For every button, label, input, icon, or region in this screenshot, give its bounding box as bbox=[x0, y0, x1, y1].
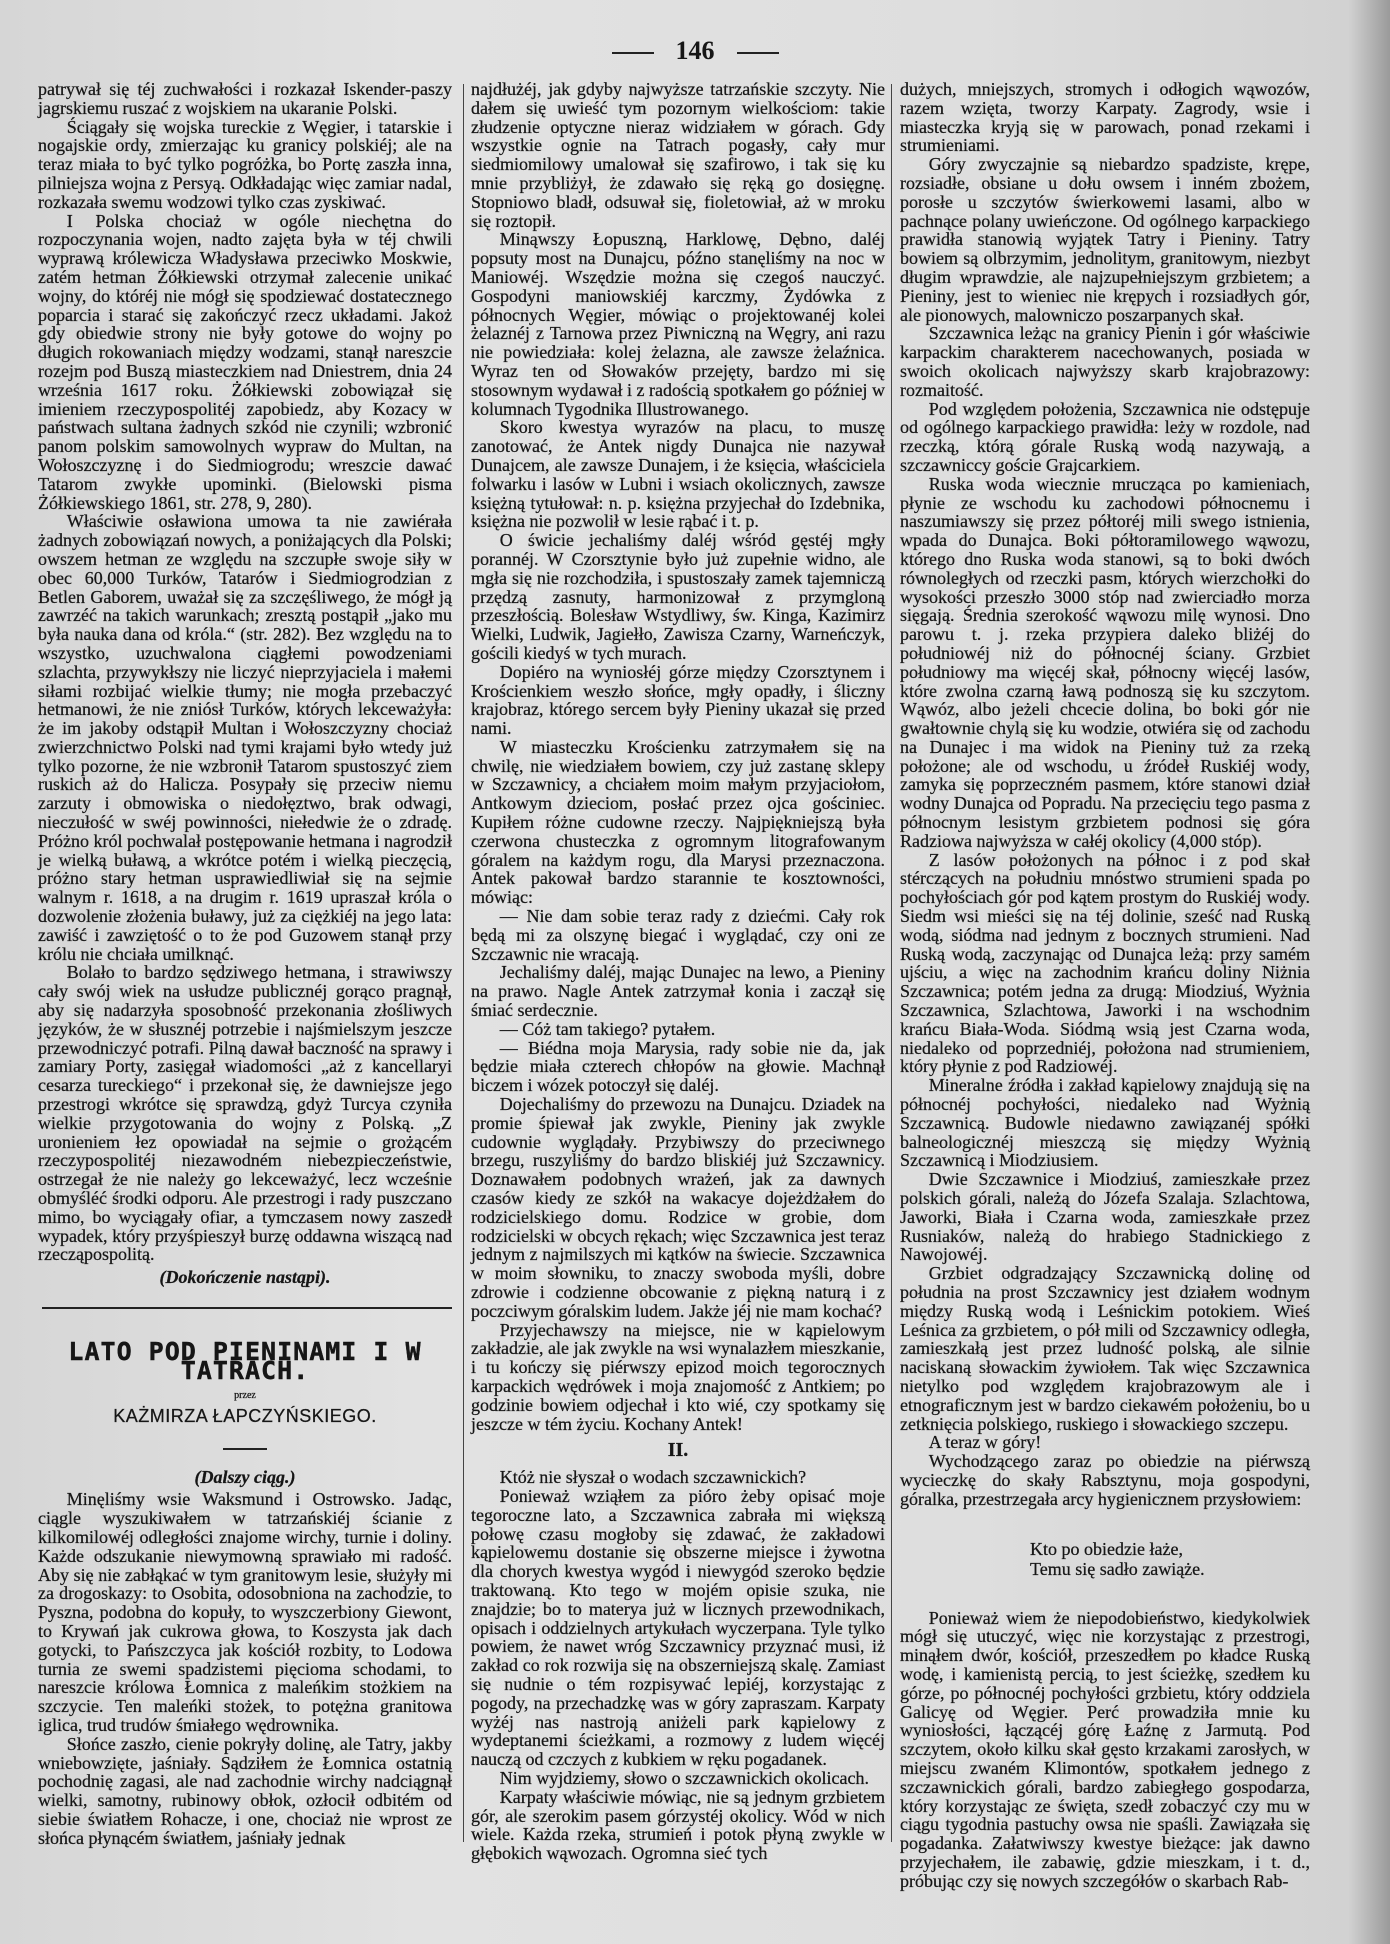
paragraph: — Nie dam sobie teraz rady z dziećmi. Cały rok będą mi za olszynę biegać i wyglądać, czy oni ze Szczawnic nie wracają. bbox=[471, 906, 885, 964]
page-number-dash-left bbox=[612, 52, 654, 54]
paragraph: I Polska chociaż w ogóle niechętna do rozpoczynania wojen, nadto zajęta była w téj chwili wyprawą królewicza Władysława przeciwko Moskwie, zatém hetman Żółkiewski otrzymał zalecenie unikać wojny, do któréj nie mógł się spodziewać dostatecznego poparcia i starać się zakończyć rzecz układami. Jakoż gdy obiedwie strony nie były gotowe do wojny po długich rokowaniach między wodzami, stanął nareszcie rozejm pod Buszą miasteczkiem nad Dniestrem, dnia 24 września 1617 roku. Żółkiewski zobowiązał się imieniem rzeczypospolitéj zapobiedz, aby Kozacy w państwach sultana żadnych szkód nie czynili; wzbronić panom polskim samowolnych wypraw do Multan, na Wołoszczyznę i do Siedmiogrodu; wreszcie dawać Tatarom zwykłe upominki. (Bielowski pisma Żółkiewskiego 1861, str. 278, 9, 280). bbox=[38, 210, 452, 513]
paragraph: Bolało to bardzo sędziwego hetmana, i strawiwszy cały swój wiek na usłudze publicznéj gorąco pragnął, aby się nadarzyła sposobność przekonania złośliwych języków, że w słusznéj potrzebie i najśmielszym jeszcze przewodniczyć potrafi. Pilną dawał baczność na sprawy i zamiary Porty, zasięgał wiadomości „aż z kancellaryi cesarza tureckiego“ i przekonał się, że dawniejsze jego przestrogi wkrótce się sprawdzą, gdyż Turcya czyniła wielkie przygotowania do wojny z Polską. „Z uronieniem łez opowiadał na sejmie o grożącém rzeczypospolitéj niezawodném niebezpieczeństwie, ostrzegał że nie należy go lekceważyć, lecz wcześnie obmyśléć środki odporu. Ale przestrogi i rady puszczano mimo, bo wyciągały ofiar, a tymczasem nowy zaszedł wypadek, który przyśpieszył burzę oddawna wiszącą nad rzecząpospolitą. bbox=[38, 962, 452, 1265]
paragraph: O świcie jechaliśmy daléj wśród gęstéj mgły porannéj. W Czorsztynie było już zupełnie widno, ale mgła się nie rozchodziła, i spustoszały zamek tajemniczą przędzą zasnuty, harmonizował z przymgloną przeszłością. Bolesław Wstydliwy, św. Kinga, Kazimirz Wielki, Ludwik, Jagiełło, Zawisza Czarny, Warneńczyk, gościli kiedyś w tych murach. bbox=[471, 530, 885, 663]
page-number bbox=[0, 36, 1390, 66]
paragraph: Dopiéro na wyniosłéj górze między Czorsztynem i Krościenkiem weszło słońce, mgły opadły, i śliczny krajobraz, którego sercem były Pieniny ukazał się przed nami. bbox=[471, 661, 885, 739]
paragraph: Z lasów położonych na północ i z pod skał stérczących na południu mnóstwo strumieni spada po pochyłościach gór pod kątem prostym do Ruskiéj wody. Siedm wsi mieści się na téj dolinie, sześć nad Ruską wodą, siódma nad jednym z bocznych strumieni. Nad Ruską wodą, zaczynając od Dunajca leżą: przy samém ujściu, a więc na zachodnim krańcu doliny Niżnia Szczawnica; potém jedna za drugą: Miodziuś, Wyżnia Szczawnica, Szlachtowa, Jaworki i na wschodnim krańcu Biała-Woda. Siódmą wsią jest Czarna woda, niedaleko od poprzedniéj, położona nad strumieniem, który płynie z pod Radziowéj. bbox=[900, 849, 1310, 1077]
article-byline-prefix: przez bbox=[234, 1389, 256, 1401]
paragraph: Dojechaliśmy do przewozu na Dunajcu. Dziadek na promie śpiewał jak zwykle, Pieniny jak zwykle cudownie wyglądały. Przybiwszy do przeciwnego brzegu, ruszyliśmy do bardzo bliskiéj już Szczawnicy. Doznawałem podobnych wrażeń, jak za dawnych czasów kiedy ze szkół na wakacye dojeżdżałem do rodzicielskiego domu. Rodzice w grobie, dom rodzicielski w obcych rękach; więc Szczawnica jest teraz jednym z najmilszych mi kątków na świecie. Szczawnica w moim słowniku, to znaczy swoboda myśli, dobre zdrowie i codzienne obcowanie z piękną naturą i z poczciwym góralskim ludem. Jakże jéj nie mam kochać? bbox=[471, 1094, 885, 1321]
paragraph: Przyjechawszy na miejsce, nie w kąpielowym zakładzie, ale jak zwykle na wsi wynalazłem mieszkanie, i tu kończy się piérwszy epizod moich tegorocznych karpackich wędrówek i moja znajomość z Antkiem; po godzinie bowiem odjechał i kto wié, czy spotkamy się jeszcze w tém życiu. Kochany Antek! bbox=[471, 1319, 885, 1434]
paragraph: Nim wyjdziemy, słowo o szczawnickich okolicach. bbox=[499, 1767, 870, 1788]
column-divider bbox=[463, 84, 464, 1842]
paragraph: Minęliśmy wsie Waksmund i Ostrowsko. Jadąc, ciągle wyszukiwałem w tatrzańskiéj ścianie z kilkomilowéj odległości znajome wirchy, turnie i doliny. Każde odszukanie niewymowną sprawiało mi radość. Aby się nie zabłąkać w tym granitowym lesie, służyły mi za drogoskazy: to Osobita, odosobniona na zachodzie, to Pyszna, podobna do kopuły, to wyszczerbiony Giewont, to Krywań jak cukrowa głowa, to Koszysta jak dach gotycki, to Pańszczyca jak kościół rozbity, to Lodowa turnia ze swemi spadzistemi pięcioma schodami, to nareszcie królowa Łomnica z maleńkim stożkiem na szczycie. Ten maleńki stożek, to potężna granitowa iglica, trud trudów śmiałego wędrownika. bbox=[38, 1489, 452, 1736]
paragraph: Góry zwyczajnie są niebardzo spadziste, krępe, rozsiadłe, obsiane u dołu owsem i inném zbożem, porosłe u szczytów świerkowemi lasami, albo w pachnące polany uwieńczone. Od ogólnego karpackiego prawidła stanowią wyjątek Tatry i Pieniny. Tatry bowiem są olbrzymim, jednolitym, granitowym, niezbyt długim wprawdzie, ale najzupełniejszym grzbietem; a Pieniny, jest to wieniec nie krępych i rozsiadłych gór, ale pionowych, malowniczo poszarpanych skał. bbox=[900, 154, 1310, 325]
paragraph: Właściwie osławiona umowa ta nie zawiérała żadnych zobowiązań nowych, a poniżających dla Polski; owszem hetman ze względu na szczupłe swoje siły w obec 60,000 Turków, Tatarów i Siedmiogrodzian z Betlen Gaborem, uważał się za szczęśliwego, że mógł ją zawrzéć na takich warunkach; zresztą postąpił „jako mu była nauka dana od króla.“ (str. 282). Bez względu na to wszystko, uzuchwalona ciągłemi powodzeniami szlachta, przywykłszy nie liczyć nieprzyjaciela i małemi siłami rozbijać wielkie tłumy; nie mogła przebaczyć hetmanowi, że nie zniósł Turków, których lekceważyła: że im jakoby odstąpił Multan i Wołoszczyzny chociaż zwierzchnictwo Polski nad tymi krajami było wtedy już tylko pozorne, że nie wzbronił Tatarom spustoszyć ziem ruskich aż do Halicza. Posypały się przeciw niemu zarzuty i obmowiska o niedołęztwo, brak odwagi, nieczułość w swéj powinności, niełedwie że o zdradę. Próżno król pochwalał postępowanie hetmana i nagrodził je wielką buławą, a wkrótce potém i wielką pieczęcią, próżno stary hetman usprawiedliwiał się na sejmie walnym r. 1618, a na drugim r. 1619 upraszał króla o dozwolenie złożenia buławy, już za ciężkiéj na jego lata: zawiść i zawziętość o to że pod Guzowem stanął przy królu nie chciała umilknąć. bbox=[38, 511, 452, 964]
article-1-text bbox=[38, 80, 452, 1264]
paragraph: Skoro kwestya wyrazów na placu, to muszę zanotować, że Antek nigdy Dunajca nie nazywał Dunajcem, ale zawsze Dunajem, i że księcia, właściciela folwarku i lasów w Lubni i wsiach okolicznych, zawsze księżną tytułował: n. p. księżna przyjechał do Izdebnika, księżna nie pozwolił w lesie rąbać i t. p. bbox=[471, 417, 885, 532]
paragraph: A teraz w góry! bbox=[928, 1432, 1042, 1453]
proverb-line: Kto po obiedzie łaże, bbox=[1030, 1538, 1183, 1559]
paragraph: Mineralne źródła i zakład kąpielowy znajdują się na północnéj pochyłości, niedaleko nad Wyżnią Szczawnicą. Budowle niedawno zawiązanéj spółki balneologicznéj mieszczą się między Wyżnią Szczawnicą i Miodziusiem. bbox=[900, 1075, 1310, 1171]
article-author: KAŻMIRZA ŁAPCZYŃSKIEGO. bbox=[113, 1406, 377, 1427]
paragraph: Szczawnica leżąc na granicy Pienin i gór właściwie karpackim charakterem nacechowanych, posiada w swoich okolicach najwyższy skarb krajobrazowy: rozmaitość. bbox=[900, 323, 1310, 400]
proverb-line: Temu się sadło zawiąże. bbox=[1030, 1558, 1205, 1579]
paragraph: Któż nie słyszał o wodach szczawnickich? bbox=[499, 1467, 807, 1488]
article-2-text bbox=[900, 80, 1310, 1509]
article-2-text bbox=[38, 1490, 452, 1847]
paragraph: dużych, mniejszych, stromych i odłogich wąwozów, razem wzięta, tworzy Karpaty. Zagrody, wsie i miasteczka kryją się w parowach, ponad rzekami i strumieniami. bbox=[900, 79, 1310, 156]
paragraph: Grzbiet odgradzający Szczawnicką dolinę od południa na prost Szczawnicy jest działem wodnym między Ruską wodą i Leśnickim potokiem. Wieś Leśnica za grzbietem, o pół mili od Szczawnicy odległa, zamieszkałą jest przez ludność polską, ale silnie naciskaną słowackim żywiołem. Tak więc Szczawnica nietylko pod względem krajobrazowym ale i etnograficznym jest w bardzo ciekawém położeniu, bo u zetknięcia polskiego, ruskiego i słowackiego szczepu. bbox=[900, 1263, 1310, 1434]
paragraph: Ruska woda wiecznie mrucząca po kamieniach, płynie ze wschodu ku zachodowi północnemu i naszumiawszy się przez półtoréj mili swego istnienia, wpada do Dunajca. Boki półtoramilowego wąwozu, którego dno Ruska woda stanowi, są to boki dwóch równoległych od rzeczki pasm, których wierzchołki do wysokości przeszło 3000 stóp nad zwierciadło morza sięgają. Średnia szerokość wąwozu milę wynosi. Dno parowu t. j. rzeka przypiera daleko bliżéj do południowéj niż do północnéj ściany. Grzbiet południowy ma więcéj skał, północny więcéj lasów, które zwolna czarną ławą podnoszą się ku szczytom. Wąwóz, albo jeżeli chcecie dolina, bo boki gór nie gwałtownie chylą się ku wodzie, otwiéra się od zachodu na Dunajec i ma widok na Pieniny tuż za rzeką położone; ale od wschodu, u źródeł Ruskiéj wody, zamyka się poprzeczném pasmem, które stanowi dział wodny Dunajca od Popradu. Na przecięciu tego pasma z północnym lesistym grzbietem podnosi się góra Radziowa najwyższa w całéj okolicy (4,000 stóp). bbox=[900, 473, 1310, 851]
article-2-section-text bbox=[471, 1468, 885, 1863]
article-2-text bbox=[471, 80, 885, 1433]
paragraph: Pod względem położenia, Szczawnica nie odstępuje od ogólnego karpackiego prawidła: leży w rozdole, nad rzeczką, którą górale Ruską wodą nazywają, a szczawniccy goście Grajcarkiem. bbox=[900, 398, 1310, 475]
paragraph: Minąwszy Łopuszną, Harklowę, Dębno, daléj popsuty most na Dunajcu, późno stanęliśmy na noc w Maniowéj. Wszędzie można się czegoś nauczyć. Gospodyni maniowskiéj karczmy, Żydówka z północnych Węgier, mówiąc o projektowanéj kolei żelaznéj z Tarnowa przez Piwniczną na Węgry, ani razu nie powiedziała: kolej żelazna, ale zawsze żelaźnica. Wyraz ten od Słowaków przejęty, bardzo mi się stosownym wydawał i z radością spotkałem go później w kolumnach Tygodnika Illustrowanego. bbox=[471, 229, 885, 419]
paragraph: Wychodzącego zaraz po obiedzie na piérwszą wycieczkę do skały Rabsztynu, moja gospodyni, góralka, przestrzegała arcy hygienicznem przysłowiem: bbox=[900, 1451, 1310, 1509]
article-title: LATO POD PIENINAMI I W TATRACH. bbox=[68, 1337, 422, 1385]
column-divider bbox=[891, 84, 892, 1842]
paragraph: W miasteczku Krościenku zatrzymałem się na chwilę, nie wiedziałem bowiem, czy już zastanę sklepy w Szczawnicy, a chciałem moim małym przyjaciołom, Antkowym dzieciom, posłać przez ojca gościniec. Kupiłem różne cudowne rzeczy. Najpiękniejszą była czerwona chusteczka z ogromnym litografowanym góralem na każdym rogu, dla Marysi przeznaczona. Antek pakował bardzo starannie te kosztowności, mówiąc: bbox=[471, 736, 885, 908]
section-heading: II. bbox=[667, 1439, 689, 1462]
proverb bbox=[1030, 1539, 1310, 1579]
column-1 bbox=[38, 80, 452, 1848]
paragraph: Ponieważ wiem że niepodobieństwo, kiedykolwiek mógł się utuczyć, więc nie korzystając z przestrogi, minąłem dwór, kościół, przeszedłem po kładce Ruską wodę, i kamienistą percią, to jest ścieżkę, szedłem ku górze, po północnéj pochyłości grzbietu, który oddziela Galicyę od Węgier. Perć prowadziła mnie ku wyniosłości, łączącéj górę Łaźnę z Jarmutą. Pod szczytem, około kilku skał gęsto krzakami zarosłych, w miejscu zwaném Klimontów, spotkałem jednego z szczawnickich górali, bardzo zabiegłego gospodarza, który korzystając ze święta, szedł zobaczyć czy mu w ciągu tygodnia pastuchy owsa nie spaśli. Zawiązała się pogadanka. Załatwiwszy kwestye bieżące: jak dawno przyjechałem, ile zabawię, gdzie mieszkam, i t. d., próbując czy się nowych szczegółów o skarbach Rab- bbox=[900, 1607, 1310, 1891]
paragraph: patrywał się téj zuchwałości i rozkazał Iskender-paszy jagrskiemu ruszać z wojskiem na ukaranie Polski. bbox=[38, 79, 452, 118]
continuation-note: (Dokończenie nastąpi). bbox=[159, 1267, 331, 1288]
page-number-text: 146 bbox=[675, 36, 715, 65]
paragraph: najdłużéj, jak gdyby najwyższe tatrzańskie szczyty. Nie dałem się uwieść tym pozornym wielkościom: takie złudzenie optyczne nieraz widziałem w górach. Gdy wszystkie ognie na Tatrach pogasły, cały mur siedmiomilowy umalował się szafirowo, i tak się ku mnie przybliżył, że zdawało się ręką go dosięgnę. Stopniowo bladł, odsuwał się, fioletowiał, aż w mroku się roztopił. bbox=[471, 79, 885, 231]
article-2-text bbox=[900, 1609, 1310, 1891]
column-2 bbox=[471, 80, 885, 1863]
title-rule bbox=[223, 1448, 267, 1450]
paragraph: Ściągały się wojska tureckie z Węgier, i tatarskie i nogajskie ordy, zmierzając ku granicy polskiéj; ale na teraz miała to być tylko pogróżka, bo Portę zaszła inna, pilniejsza wojna z Persyą. Odkładając więc zamiar nadal, rozkazała swemu wodzowi tylko czas zyskiwać. bbox=[38, 116, 452, 212]
paragraph: — Cóż tam takiego? pytałem. bbox=[499, 1018, 716, 1039]
article-separator bbox=[42, 1307, 452, 1309]
paragraph: Karpaty właściwie mówiąc, nie są jednym grzbietem gór, ale szerokim pasem górzystéj okolicy. Wód w nich wiele. Każda rzeka, strumień i potok płyną zwykle w głębokich wąwozach. Ogromna sieć tych bbox=[471, 1786, 885, 1864]
paragraph: — Biédna moja Marysia, rady sobie nie da, jak będzie miała czterech chłopów na głowie. Machnął biczem i wózek potoczył się daléj. bbox=[471, 1037, 885, 1096]
paragraph: Dwie Szczawnice i Miodziuś, zamieszkałe przez polskich górali, należą do Józefa Szalaja. Szlachtowa, Jaworki, Biała i Czarna woda, zamieszkałe przez Rusniaków, należą do hrabiego Stadnickiego z Nawojowéj. bbox=[900, 1169, 1310, 1265]
paragraph: Ponieważ wziąłem za pióro żeby opisać moje tegoroczne lato, a Szczawnica zabrała mi większą połowę czasu mogłoby się zdawać, że zakładowi kąpielowemu dostanie się obszerne miejsce i żywotna dla chorych kwestya wygód i niewygód szeroko będzie traktowaną. Kto tego w mojém opisie szuka, nie znajdzie; bo to materya już w licznych przewodnikach, opisach i oddzielnych artykułach wyczerpana. Tyle tylko powiem, że nawet wróg Szczawnicy przyznać musi, iż zakład co rok rozwija się na obszerniejszą skalę. Zamiast się nudnie o tém rozpisywać lepiéj, korzystając z pogody, na przechadzkę was w góry zapraszam. Karpaty wyżéj nas nastroją aniżeli park kąpielowy z wydeptanemi ścieżkami, a rozmowy z ludem więcéj nauczą od czczych z kubkiem w ręku pogadanek. bbox=[471, 1485, 885, 1770]
paragraph: Jechaliśmy daléj, mając Dunajec na lewo, a Pieniny na prawo. Nagle Antek zatrzymał konia i zaczął się śmiać serdecznie. bbox=[471, 962, 885, 1021]
page-number-dash-right bbox=[737, 52, 779, 54]
article-subtitle: (Dalszy ciąg.) bbox=[194, 1466, 296, 1487]
column-3 bbox=[900, 80, 1310, 1891]
paragraph: Słońce zaszło, cienie pokryły dolinę, ale Tatry, jakby wniebowzięte, jaśniały. Sądziłem że Łomnica ostatnią pochodnię zagasi, ale nad zachodnie wirchy nadciągnął wielki, samotny, rubinowy obłok, ozłocił odbitém od siebie światłem Rohacze, i one, chociaż nie wprost ze słońca płynącém światłem, jaśniały jednak bbox=[38, 1733, 452, 1848]
